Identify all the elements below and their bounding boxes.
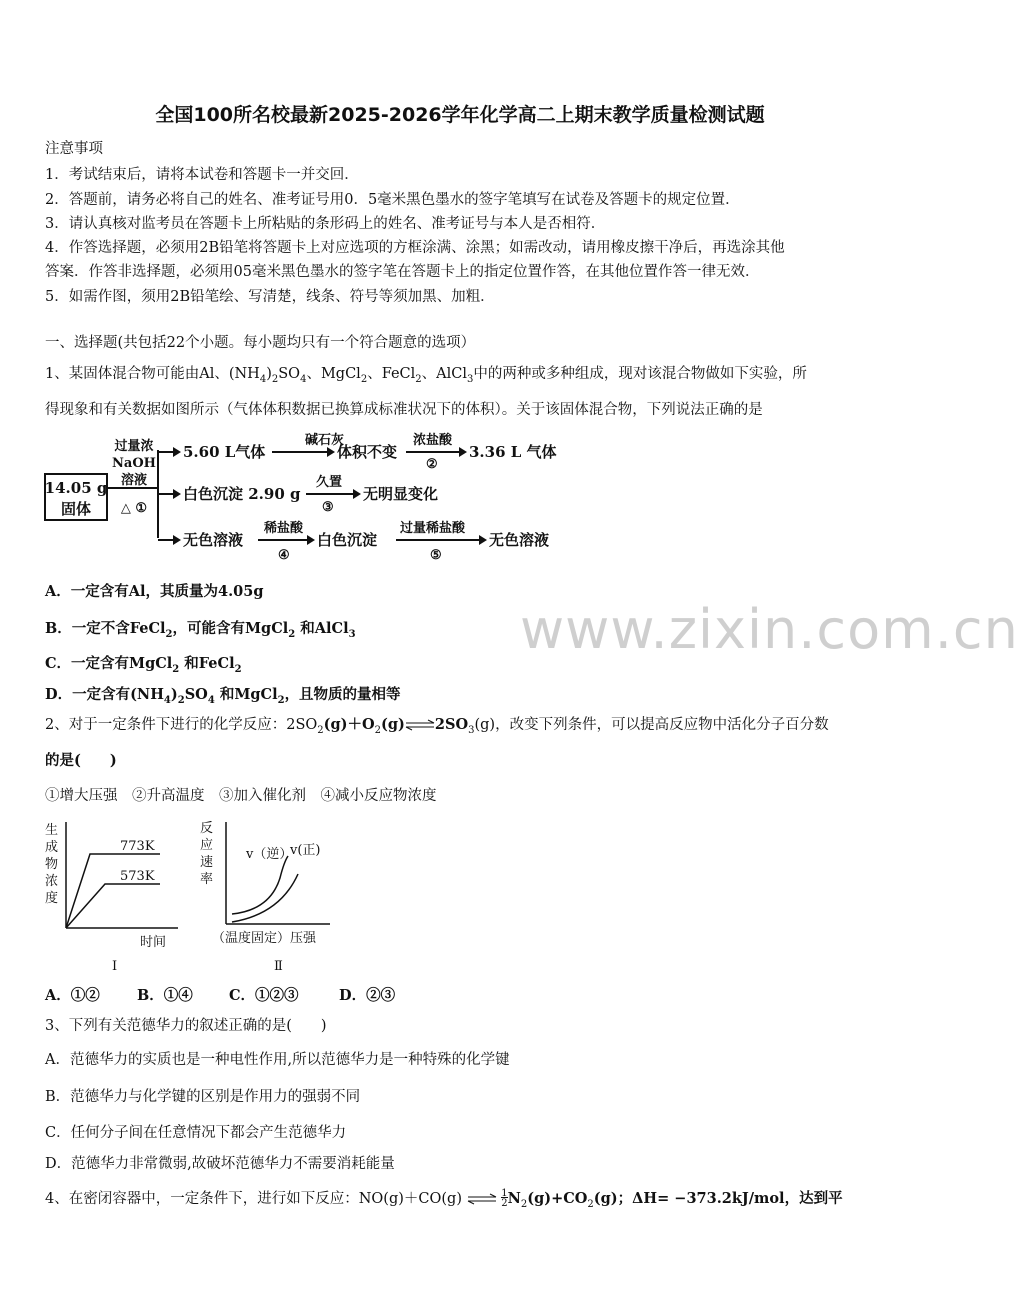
gas-2: 3.36 L 气体 xyxy=(469,443,557,461)
gas-1: 5.60 L气体 xyxy=(183,443,266,461)
step-5-label: 过量稀盐酸 xyxy=(400,521,466,536)
step-a-label: 碱石灰 xyxy=(305,433,345,448)
graph1-ylabel: 物 xyxy=(45,857,59,872)
notice-item: 5．如需作图，须用2B铅笔绘、写清楚，线条、符号等须加黑、加粗． xyxy=(45,289,495,305)
question-4-stem: 4、在密闭容器中，一定条件下，进行如下反应：$NO(g)+CO(g) \frac{1}{2}N_2(g)+CO_2(g)$；ΔH= −373.2kJ/mol，达到平 xyxy=(45,1188,843,1210)
graph2-ylabel: 反 xyxy=(200,821,214,836)
graph2-curve-forward: v(正) xyxy=(290,843,321,858)
question-2-conditions: ①增大压强 ②升高温度 ③加入催化剂 ④减小反应物浓度 xyxy=(45,788,437,804)
graph2-ylabel: 应 xyxy=(200,838,214,853)
graph1-xlabel: 时间 xyxy=(140,935,167,950)
step-3-num: ③ xyxy=(322,500,334,515)
q3-option-a[interactable]: A．范德华力的实质也是一种电性作用,所以范德华力是一种特殊的化学键 xyxy=(45,1052,510,1068)
graph1-ylabel: 成 xyxy=(45,840,59,855)
start-mass: 14.05 g xyxy=(44,479,108,497)
graph1-ylabel: 度 xyxy=(45,891,59,906)
solution-mid: 白色沉淀 xyxy=(317,531,378,549)
notice-item: 2．答题前，请务必将自己的姓名、准考证号用0．5毫米黑色墨水的签字笔填写在试卷及答题卡的规定位置． xyxy=(45,192,740,208)
graph2-ylabel: 速 xyxy=(200,855,214,870)
solution: 无色溶液 xyxy=(183,531,244,549)
equilibrium-arrow-icon xyxy=(405,720,435,730)
step-4-num: ④ xyxy=(278,548,290,563)
reagent-1: 溶液 xyxy=(120,473,148,488)
equilibrium-arrow-icon xyxy=(467,1194,497,1204)
notice-item: 3．请认真核对监考员在答题卡上所粘贴的条形码上的姓名、准考证号与本人是否相符． xyxy=(45,216,606,232)
notice-item: 1．考试结束后，请将本试卷和答题卡一并交回． xyxy=(45,167,359,183)
fraction: $\frac{1}{2}$ xyxy=(501,1188,508,1209)
q2-option-d[interactable]: D．②③ xyxy=(339,987,396,1004)
start-label: 固体 xyxy=(60,500,92,518)
graph2-caption: Ⅱ xyxy=(274,959,283,974)
q2-option-c[interactable]: C．①②③ xyxy=(229,987,299,1004)
graph2-ylabel: 率 xyxy=(200,872,214,887)
precipitate: 白色沉淀 2.90 g xyxy=(183,485,301,503)
q1-option-b[interactable]: B．一定不含FeCl$_2$，可能含有MgCl$_2$ 和AlCl$_3$ xyxy=(45,620,356,640)
step-4-label: 稀盐酸 xyxy=(264,521,304,536)
step-5-num: ⑤ xyxy=(430,548,442,563)
q2-option-b[interactable]: B．①④ xyxy=(137,987,193,1004)
q3-option-c[interactable]: C．任何分子间在任意情况下都会产生范德华力 xyxy=(45,1125,347,1141)
question-1-stem: 1、某固体混合物可能由Al、$(NH_4)_2SO_4$、MgCl$_2$、FeCl$_2$、AlCl$_3$中的两种或多种组成，现对该混合物做如下实验，所 xyxy=(45,366,807,385)
notice-heading: 注意事项 xyxy=(45,141,103,157)
flow-diagram xyxy=(40,428,580,568)
q2-option-a[interactable]: A．①② xyxy=(45,987,100,1004)
notice-item: 4．作答选择题，必须用2B铅笔将答题卡上对应选项的方框涂满、涂黑；如需改动，请用橡皮擦干净后，再选涂其他 xyxy=(45,240,785,256)
graph2-xlabel: （温度固定）压强 xyxy=(212,931,317,946)
step-2-num: ② xyxy=(426,457,438,472)
notice-item: 答案．作答非选择题，必须用05毫米黑色墨水的签字笔在答题卡上的指定位置作答，在其他位置作答一律无效． xyxy=(45,264,760,280)
mid-result: 体积不变 xyxy=(337,443,398,461)
watermark: www.zixin.com.cn xyxy=(520,598,1019,661)
graph1-caption: I xyxy=(112,959,118,974)
step-2-label: 浓盐酸 xyxy=(413,433,453,448)
step-3-label: 久置 xyxy=(316,475,343,490)
precipitate-result: 无明显变化 xyxy=(363,485,439,503)
question-2-stem-2: 的是( ) xyxy=(45,752,117,769)
section-heading: 一、选择题(共包括22个小题。每小题均只有一个符合题意的选项） xyxy=(45,335,476,351)
q1-option-a[interactable]: A．一定含有Al，其质量为4.05g xyxy=(45,583,264,600)
reagent-1: NaOH xyxy=(112,456,156,471)
graph1-line-573: 573K xyxy=(120,869,155,884)
graph1-ylabel: 浓 xyxy=(45,874,59,889)
q3-option-d[interactable]: D．范德华力非常微弱,故破坏范德华力不需要消耗能量 xyxy=(45,1156,395,1172)
question-2-stem: 2、对于一定条件下进行的化学反应：$2SO_2(g)+O_2(g)$ $2SO_3(g)$，改变下列条件，可以提高反应物中活化分子百分数 xyxy=(45,716,829,736)
q1-option-c[interactable]: C．一定含有MgCl$_2$ 和FeCl$_2$ xyxy=(45,655,242,675)
graph1-line-773: 773K xyxy=(120,839,155,854)
reagent-1: △ ① xyxy=(120,501,148,516)
page-title: 全国100所名校最新2025-2026学年化学高二上期末教学质量检测试题 xyxy=(155,104,765,126)
question-1-stem-2: 得现象和有关数据如图所示（气体体积数据已换算成标准状况下的体积）。关于该固体混合物，下列说法正确的是 xyxy=(45,402,763,418)
solution-result: 无色溶液 xyxy=(489,531,550,549)
q3-option-b[interactable]: B．范德华力与化学键的区别是作用力的强弱不同 xyxy=(45,1089,361,1105)
graph2-curve-reverse: v（逆） xyxy=(246,847,293,862)
q1-option-d[interactable]: D．一定含有$(NH_4)_2SO_4$ 和MgCl$_2$，且物质的量相等 xyxy=(45,686,401,706)
reagent-1: 过量浓 xyxy=(114,439,154,454)
graph1-ylabel: 生 xyxy=(45,823,59,838)
question-3-stem: 3、下列有关范德华力的叙述正确的是( ) xyxy=(45,1018,327,1034)
graphs xyxy=(40,818,360,976)
